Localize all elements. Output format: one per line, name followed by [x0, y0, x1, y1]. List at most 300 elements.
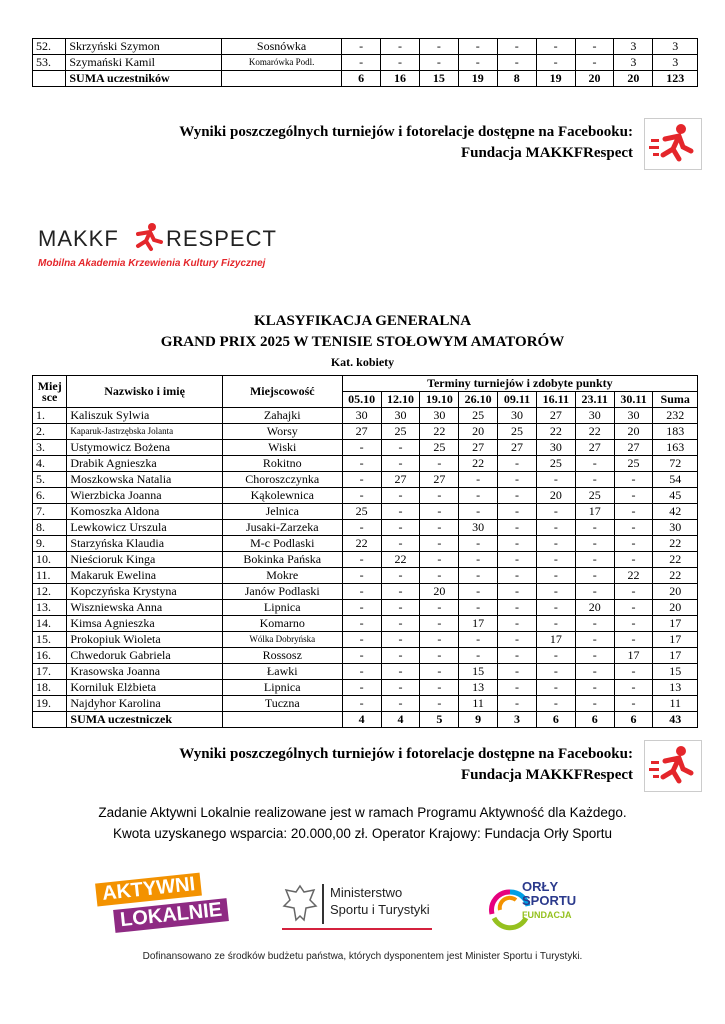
name-cell: Drabik Agnieszka — [67, 456, 222, 472]
points-cell: 20 — [420, 584, 459, 600]
points-cell: - — [497, 39, 536, 55]
points-cell: - — [381, 488, 420, 504]
place-cell: 52. — [33, 39, 66, 55]
place-cell: 11. — [33, 568, 67, 584]
header-date: 26.10 — [459, 392, 498, 408]
points-cell: 27 — [614, 440, 653, 456]
points-cell: - — [458, 39, 497, 55]
city-cell: Zahajki — [222, 408, 342, 424]
name-cell: Kaparuk-Jastrzębska Jolanta — [67, 424, 222, 440]
place-cell: 15. — [33, 632, 67, 648]
table-row — [33, 440, 698, 456]
points-cell: - — [614, 520, 653, 536]
place-cell: 53. — [33, 55, 66, 71]
name-cell: Prokopiuk Wioleta — [67, 632, 222, 648]
points-cell: - — [420, 552, 459, 568]
sum-cell: 183 — [653, 424, 698, 440]
points-cell: - — [536, 520, 575, 536]
sum-cell: 22 — [653, 536, 698, 552]
orly-text — [522, 880, 576, 922]
empty-cell — [222, 712, 342, 728]
points-cell: - — [498, 648, 537, 664]
header-date: 09.11 — [498, 392, 537, 408]
points-cell: - — [342, 600, 381, 616]
total-points-cell: 19 — [458, 71, 497, 87]
place-cell: 16. — [33, 648, 67, 664]
name-cell: Moszkowska Natalia — [67, 472, 222, 488]
points-cell: - — [498, 520, 537, 536]
city-cell: M-c Podlaski — [222, 536, 342, 552]
points-cell: - — [498, 664, 537, 680]
points-cell: - — [536, 39, 575, 55]
total-points-cell: 4 — [342, 712, 381, 728]
table-row — [33, 424, 698, 440]
points-cell: - — [498, 680, 537, 696]
points-cell: 30 — [498, 408, 537, 424]
points-cell: - — [536, 568, 575, 584]
points-cell: 27 — [536, 408, 575, 424]
lokalnie-text: LOKALNIE — [113, 898, 229, 933]
table-row — [33, 584, 698, 600]
points-cell: 27 — [498, 440, 537, 456]
total-points-cell: 6 — [614, 712, 653, 728]
points-cell: - — [575, 696, 614, 712]
city-cell: Worsy — [222, 424, 342, 440]
orly-line3: FUNDACJA — [522, 910, 572, 920]
city-cell: Bokinka Pańska — [222, 552, 342, 568]
points-cell: 13 — [459, 680, 498, 696]
table-row — [33, 632, 698, 648]
name-cell: Lewkowicz Urszula — [67, 520, 222, 536]
points-cell: - — [459, 648, 498, 664]
points-cell: 17 — [575, 504, 614, 520]
name-cell: Krasowska Joanna — [67, 664, 222, 680]
points-cell: 25 — [420, 440, 459, 456]
name-cell: Wiszniewska Anna — [67, 600, 222, 616]
points-cell: 30 — [536, 440, 575, 456]
city-cell: Tuczna — [222, 696, 342, 712]
city-cell: Rossosz — [222, 648, 342, 664]
city-cell: Lipnica — [222, 680, 342, 696]
table-row — [33, 472, 698, 488]
points-cell: - — [498, 696, 537, 712]
orly-line2: SPORTU — [522, 893, 577, 908]
header-date: 23.11 — [575, 392, 614, 408]
header-group: Terminy turniejów i zdobyte punkty — [342, 376, 697, 392]
table-row — [33, 536, 698, 552]
place-cell: 2. — [33, 424, 67, 440]
name-cell: Starzyńska Klaudia — [67, 536, 222, 552]
facebook-note-2-line1: Wyniki poszczególnych turniejów i fotorelacje dostępne na Facebooku: — [179, 746, 633, 762]
place-cell: 4. — [33, 456, 67, 472]
table-row — [33, 680, 698, 696]
points-cell: - — [536, 616, 575, 632]
name-cell: Korniluk Elżbieta — [67, 680, 222, 696]
points-cell: - — [614, 664, 653, 680]
table-row — [33, 696, 698, 712]
points-cell: 3 — [614, 55, 653, 71]
page-subtitle: GRAND PRIX 2025 W TENISIE STOŁOWYM AMATORÓW — [160, 334, 565, 350]
points-cell: - — [498, 536, 537, 552]
total-label: SUMA uczestników — [66, 71, 222, 87]
points-cell: - — [536, 504, 575, 520]
sum-cell: 72 — [653, 456, 698, 472]
points-cell: - — [420, 696, 459, 712]
city-cell: Lipnica — [222, 600, 342, 616]
city-cell: Choroszczynka — [222, 472, 342, 488]
points-cell: - — [342, 568, 381, 584]
program-line2: Kwota uzyskanego wsparcia: 20.000,00 zł. Operator Krajowy: Fundacja Orły Sportu — [113, 826, 612, 841]
points-cell: - — [575, 568, 614, 584]
place-cell: 13. — [33, 600, 67, 616]
points-cell: - — [614, 696, 653, 712]
points-cell: - — [614, 680, 653, 696]
points-cell: 22 — [342, 536, 381, 552]
funding-footer: Dofinansowano ze środków budżetu państwa, których dysponentem jest Minister Sportu i Turystyki. — [142, 951, 583, 962]
points-cell: - — [342, 552, 381, 568]
place-cell: 10. — [33, 552, 67, 568]
points-cell: - — [575, 39, 614, 55]
header-sum: Suma — [653, 392, 698, 408]
points-cell: - — [536, 472, 575, 488]
place-cell: 19. — [33, 696, 67, 712]
points-cell: - — [342, 472, 381, 488]
place-cell: 3. — [33, 440, 67, 456]
points-cell: - — [536, 536, 575, 552]
points-cell: 25 — [459, 408, 498, 424]
place-cell: 14. — [33, 616, 67, 632]
table-row — [33, 664, 698, 680]
sum-cell: 20 — [653, 584, 698, 600]
points-cell: 27 — [575, 440, 614, 456]
city-cell: Rokitno — [222, 456, 342, 472]
points-cell: - — [420, 680, 459, 696]
table-row — [33, 504, 698, 520]
sum-cell: 232 — [653, 408, 698, 424]
points-cell: 27 — [459, 440, 498, 456]
name-cell: Nieścioruk Kinga — [67, 552, 222, 568]
points-cell: - — [381, 632, 420, 648]
page-title: KLASYFIKACJA GENERALNA — [253, 313, 472, 329]
points-cell: - — [381, 536, 420, 552]
table-row — [33, 520, 698, 536]
points-cell: 17 — [536, 632, 575, 648]
points-cell: - — [381, 504, 420, 520]
points-cell: - — [575, 536, 614, 552]
points-cell: - — [536, 664, 575, 680]
place-cell: 18. — [33, 680, 67, 696]
points-cell: 17 — [614, 648, 653, 664]
place-cell: 9. — [33, 536, 67, 552]
points-cell: - — [342, 664, 381, 680]
sum-cell: 42 — [653, 504, 698, 520]
points-cell: - — [614, 584, 653, 600]
points-cell: 22 — [536, 424, 575, 440]
table-row — [33, 55, 698, 71]
name-cell: Najdyhor Karolina — [67, 696, 222, 712]
points-cell: - — [536, 680, 575, 696]
table-row — [33, 616, 698, 632]
city-cell: Janów Podlaski — [222, 584, 342, 600]
logo-brand-left: MAKKF — [38, 226, 119, 251]
runner-icon — [644, 118, 702, 170]
header-date: 16.11 — [536, 392, 575, 408]
points-cell: - — [420, 568, 459, 584]
points-cell: 30 — [420, 408, 459, 424]
table-row — [33, 408, 698, 424]
total-points-cell: 6 — [575, 712, 614, 728]
points-cell: - — [614, 616, 653, 632]
points-cell: 22 — [575, 424, 614, 440]
points-cell: - — [381, 680, 420, 696]
points-cell: - — [342, 696, 381, 712]
header-place: Miej sce — [33, 376, 67, 408]
points-cell: - — [575, 680, 614, 696]
place-cell: 7. — [33, 504, 67, 520]
total-label: SUMA uczestniczek — [67, 712, 222, 728]
name-cell: Ustymowicz Bożena — [67, 440, 222, 456]
points-cell: 15 — [459, 664, 498, 680]
points-cell: - — [459, 568, 498, 584]
sum-cell: 11 — [653, 696, 698, 712]
total-points-cell: 5 — [420, 712, 459, 728]
points-cell: - — [420, 616, 459, 632]
total-points-cell: 15 — [419, 71, 458, 87]
points-cell: 11 — [459, 696, 498, 712]
sum-cell: 45 — [653, 488, 698, 504]
points-cell: - — [342, 680, 381, 696]
points-cell: - — [381, 39, 420, 55]
header-date: 12.10 — [381, 392, 420, 408]
facebook-note-2 — [80, 744, 633, 786]
points-cell: - — [420, 520, 459, 536]
orly-sportu-logo — [486, 880, 596, 936]
ranking-table — [32, 375, 698, 728]
points-cell: - — [614, 504, 653, 520]
points-cell: - — [342, 616, 381, 632]
sum-cell: 30 — [653, 520, 698, 536]
points-cell: - — [381, 456, 420, 472]
city-cell: Kąkolewnica — [222, 488, 342, 504]
ministry-logo — [282, 882, 442, 932]
place-cell: 6. — [33, 488, 67, 504]
points-cell: - — [342, 440, 381, 456]
points-cell: - — [381, 520, 420, 536]
runner-icon-2 — [644, 740, 702, 792]
sum-cell: 17 — [653, 648, 698, 664]
points-cell: - — [381, 440, 420, 456]
points-cell: - — [381, 55, 420, 71]
points-cell: - — [381, 648, 420, 664]
points-cell: - — [575, 520, 614, 536]
points-cell: 25 — [342, 504, 381, 520]
program-line1: Zadanie Aktywni Lokalnie realizowane jest w ramach Programu Aktywność dla Każdego. — [98, 805, 627, 820]
points-cell: - — [420, 488, 459, 504]
table-row — [33, 568, 698, 584]
table-row — [33, 648, 698, 664]
ministry-line1: Ministerstwo — [330, 885, 403, 900]
city-cell: Komarno — [222, 616, 342, 632]
points-cell: - — [342, 488, 381, 504]
points-cell: - — [497, 55, 536, 71]
points-cell: - — [614, 472, 653, 488]
points-cell: - — [536, 584, 575, 600]
table-row — [33, 456, 698, 472]
city-cell: Wiski — [222, 440, 342, 456]
total-points-cell: 9 — [459, 712, 498, 728]
points-cell: - — [498, 552, 537, 568]
total-points-cell: 19 — [536, 71, 575, 87]
points-cell: 30 — [614, 408, 653, 424]
points-cell: 17 — [459, 616, 498, 632]
points-cell: - — [575, 648, 614, 664]
header-date: 30.11 — [614, 392, 653, 408]
name-cell: Kopczyńska Krystyna — [67, 584, 222, 600]
points-cell: - — [575, 616, 614, 632]
logo-tagline: Mobilna Akademia Krzewienia Kultury Fizycznej — [38, 258, 266, 269]
total-sum-cell: 123 — [653, 71, 698, 87]
points-cell: - — [498, 456, 537, 472]
name-cell: Skrzyński Szymon — [66, 39, 222, 55]
points-cell: - — [420, 456, 459, 472]
sum-cell: 20 — [653, 600, 698, 616]
points-cell: - — [575, 664, 614, 680]
previous-table — [32, 38, 698, 87]
points-cell: - — [575, 55, 614, 71]
ministry-divider — [322, 884, 324, 924]
points-cell: 30 — [381, 408, 420, 424]
city-cell: Ławki — [222, 664, 342, 680]
place-cell: 1. — [33, 408, 67, 424]
points-cell: - — [420, 536, 459, 552]
name-cell: Szymański Kamil — [66, 55, 222, 71]
table-row — [33, 600, 698, 616]
name-cell: Wierzbicka Joanna — [67, 488, 222, 504]
points-cell: - — [498, 584, 537, 600]
total-points-cell: 3 — [498, 712, 537, 728]
points-cell: - — [459, 584, 498, 600]
sum-cell: 163 — [653, 440, 698, 456]
points-cell: 25 — [498, 424, 537, 440]
points-cell: - — [575, 584, 614, 600]
points-cell: 27 — [381, 472, 420, 488]
points-cell: 20 — [575, 600, 614, 616]
points-cell: - — [498, 600, 537, 616]
points-cell: - — [342, 632, 381, 648]
total-row — [33, 712, 698, 728]
points-cell: - — [498, 504, 537, 520]
empty-cell — [33, 71, 66, 87]
points-cell: - — [498, 568, 537, 584]
sum-cell: 17 — [653, 632, 698, 648]
place-cell: 8. — [33, 520, 67, 536]
points-cell: - — [498, 616, 537, 632]
points-cell: - — [575, 472, 614, 488]
points-cell: - — [342, 55, 381, 71]
points-cell: 25 — [381, 424, 420, 440]
ministry-text — [330, 884, 430, 918]
total-sum-cell: 43 — [653, 712, 698, 728]
points-cell: - — [498, 632, 537, 648]
points-cell: 27 — [342, 424, 381, 440]
points-cell: 25 — [575, 488, 614, 504]
points-cell: - — [536, 55, 575, 71]
total-points-cell: 6 — [536, 712, 575, 728]
points-cell: - — [459, 600, 498, 616]
header-city: Miejscowość — [222, 376, 342, 408]
place-cell: 12. — [33, 584, 67, 600]
total-points-cell: 20 — [575, 71, 614, 87]
category-label: Kat. kobiety — [330, 355, 395, 369]
total-points-cell: 20 — [614, 71, 653, 87]
ministry-red-line — [282, 928, 432, 930]
points-cell: - — [381, 696, 420, 712]
points-cell: 22 — [420, 424, 459, 440]
points-cell: 30 — [575, 408, 614, 424]
points-cell: 27 — [420, 472, 459, 488]
points-cell: - — [614, 600, 653, 616]
sum-cell: 3 — [653, 55, 698, 71]
points-cell: - — [459, 504, 498, 520]
name-cell: Kimsa Agnieszka — [67, 616, 222, 632]
points-cell: - — [381, 584, 420, 600]
points-cell: - — [459, 632, 498, 648]
total-row — [33, 71, 698, 87]
points-cell: - — [381, 616, 420, 632]
points-cell: - — [614, 632, 653, 648]
header-name: Nazwisko i imię — [67, 376, 222, 408]
table-row — [33, 39, 698, 55]
facebook-note-2-line2: Fundacja MAKKFRespect — [460, 767, 633, 783]
points-cell: - — [575, 456, 614, 472]
empty-cell — [222, 71, 342, 87]
points-cell: 22 — [381, 552, 420, 568]
total-points-cell: 8 — [497, 71, 536, 87]
points-cell: - — [419, 55, 458, 71]
points-cell: - — [498, 472, 537, 488]
points-cell: - — [459, 488, 498, 504]
sum-cell: 54 — [653, 472, 698, 488]
points-cell: 30 — [342, 408, 381, 424]
points-cell: - — [420, 504, 459, 520]
points-cell: - — [381, 664, 420, 680]
header-date: 19.10 — [420, 392, 459, 408]
table-row — [33, 552, 698, 568]
points-cell: 20 — [459, 424, 498, 440]
name-cell: Chwedoruk Gabriela — [67, 648, 222, 664]
points-cell: - — [420, 664, 459, 680]
points-cell: - — [458, 55, 497, 71]
points-cell: - — [420, 600, 459, 616]
points-cell: - — [342, 648, 381, 664]
total-points-cell: 6 — [342, 71, 381, 87]
name-cell: Kaliszuk Sylwia — [67, 408, 222, 424]
sum-cell: 22 — [653, 552, 698, 568]
points-cell: - — [536, 600, 575, 616]
facebook-note-line2: Fundacja MAKKFRespect — [460, 145, 633, 161]
city-cell: Mokre — [222, 568, 342, 584]
points-cell: 20 — [536, 488, 575, 504]
city-cell: Wólka Dobryńska — [222, 632, 342, 648]
logo-runner-icon — [130, 222, 164, 252]
points-cell: - — [536, 552, 575, 568]
place-cell: 17. — [33, 664, 67, 680]
header-date: 05.10 — [342, 392, 381, 408]
sum-cell: 22 — [653, 568, 698, 584]
points-cell: - — [459, 472, 498, 488]
points-cell: 30 — [459, 520, 498, 536]
facebook-note — [80, 122, 633, 164]
